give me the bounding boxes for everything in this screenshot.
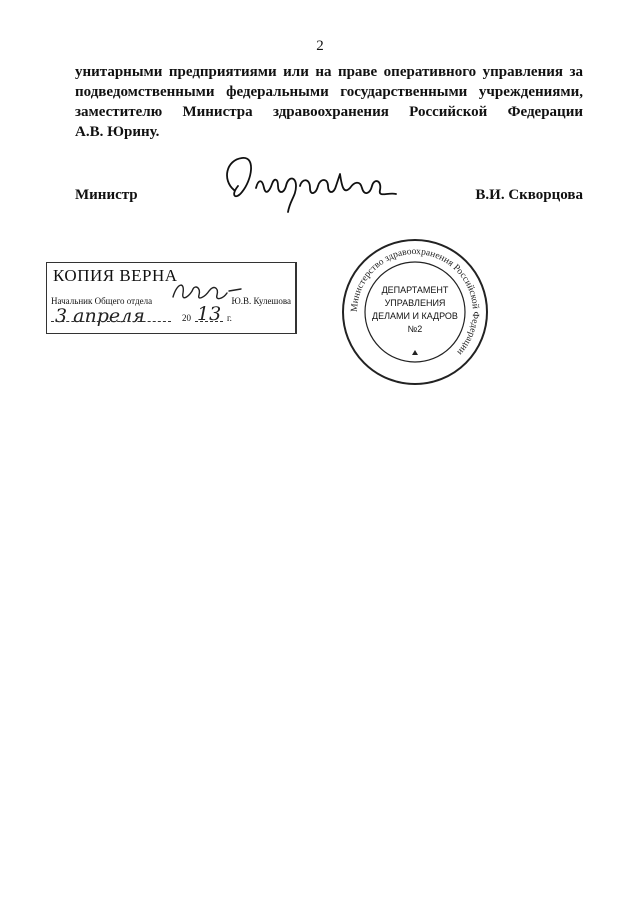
body-line: А.В. Юрину. bbox=[75, 124, 160, 140]
copy-stamp-person: Ю.В. Кулешова bbox=[231, 296, 291, 306]
seal-line: УПРАВЛЕНИЯ bbox=[384, 298, 446, 308]
copy-stamp-date: 3 апреля bbox=[55, 305, 145, 327]
official-seal bbox=[340, 237, 490, 387]
seal-line: ДЕЛАМИ И КАДРОВ bbox=[372, 311, 458, 321]
seal-ring-text: Министерство здравоохранения Российской Федерации bbox=[349, 246, 481, 357]
handwritten-signature bbox=[212, 150, 402, 220]
signatory-title: Министр bbox=[75, 187, 138, 203]
copy-stamp-year-suffix: г. bbox=[227, 313, 232, 323]
body-line: унитарными предприятиями или на праве оперативного управления за bbox=[75, 64, 583, 80]
copy-certified-stamp bbox=[46, 262, 297, 334]
copy-stamp-date-line bbox=[51, 321, 171, 322]
copy-stamp-title: КОПИЯ ВЕРНА bbox=[53, 266, 178, 285]
seal-line: ДЕПАРТАМЕНТ bbox=[381, 285, 449, 295]
body-paragraph bbox=[75, 62, 583, 142]
seal-mark-icon bbox=[412, 350, 418, 355]
body-line: подведомственными федеральными государственными учреждениями, bbox=[75, 84, 583, 100]
copy-stamp-year-line bbox=[195, 321, 223, 322]
copy-stamp-year-prefix: 20 bbox=[182, 313, 191, 323]
copy-stamp-department: Начальник Общего отдела bbox=[51, 296, 153, 306]
page-number: 2 bbox=[316, 38, 324, 54]
signatory-name: В.И. Скворцова bbox=[475, 187, 583, 203]
seal-line: №2 bbox=[407, 324, 423, 334]
body-line: заместителю Министра здравоохранения Российской Федерации bbox=[75, 104, 583, 120]
copy-stamp-year: 13 bbox=[197, 303, 222, 325]
